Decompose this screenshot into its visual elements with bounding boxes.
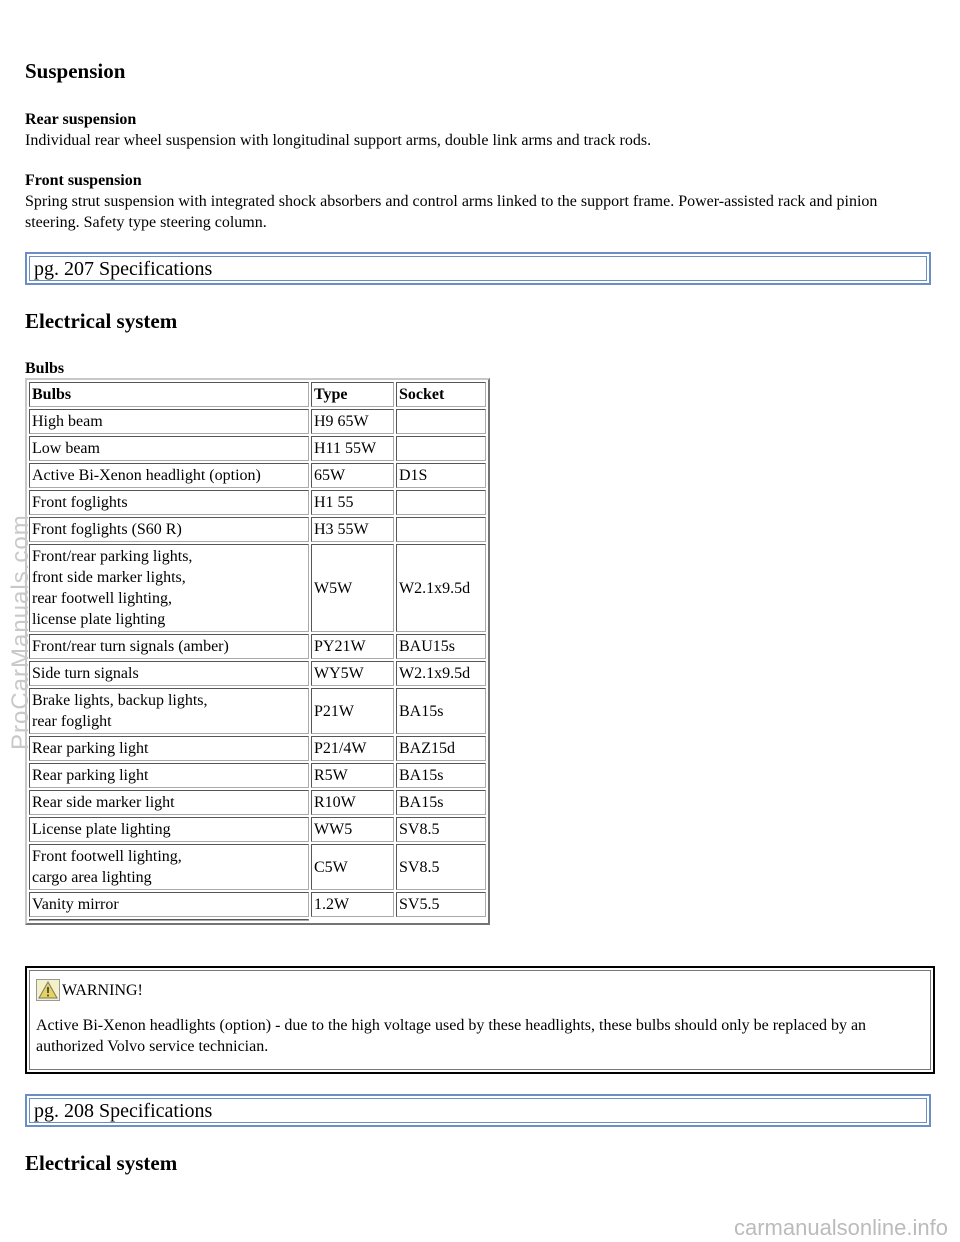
rear-suspension-section [25, 109, 925, 151]
bulb-name-cell: Rear parking light [29, 763, 309, 788]
bulbs-label: Bulbs [25, 360, 65, 377]
table-row [29, 817, 486, 842]
bulb-name-cell: Front/rear parking lights, front side marker lights, rear footwell lighting, license plate lighting [29, 544, 309, 632]
bulb-name-cell: Brake lights, backup lights, rear foglight [29, 688, 309, 734]
table-header-row [29, 382, 486, 407]
front-suspension-section [25, 170, 925, 233]
bulb-socket-cell: BA15s [396, 763, 486, 788]
bulb-type-cell: H9 65W [311, 409, 394, 434]
table-row [29, 544, 486, 632]
warning-title-row [36, 979, 924, 1001]
bulb-type-cell: R10W [311, 790, 394, 815]
bulb-socket-cell: SV8.5 [396, 844, 486, 890]
bulb-socket-cell [396, 409, 486, 434]
bulbs-table [25, 378, 490, 925]
header-bulbs: Bulbs [29, 382, 309, 407]
bulb-socket-cell: D1S [396, 463, 486, 488]
bulb-type-cell: 1.2W [311, 892, 394, 917]
bulb-socket-cell: SV5.5 [396, 892, 486, 917]
bulb-name-cell: Low beam [29, 436, 309, 461]
bulb-name-cell: Rear parking light [29, 736, 309, 761]
bulb-name-cell: Front footwell lighting, cargo area lighting [29, 844, 309, 890]
front-suspension-title: Front suspension [25, 172, 142, 189]
bulb-name-cell: Active Bi-Xenon headlight (option) [29, 463, 309, 488]
table-row [29, 892, 486, 917]
front-suspension-text: Spring strut suspension with integrated shock absorbers and control arms linked to the support frame. Power-assisted rack and pinion steering. Safety type steering column. [25, 193, 878, 231]
bulb-socket-cell: W2.1x9.5d [396, 544, 486, 632]
warning-text: Active Bi-Xenon headlights (option) - due to the high voltage used by these headlights, these bulbs should only be replaced by an authorized Volvo service technician. [36, 1017, 867, 1055]
bulb-type-cell: WY5W [311, 661, 394, 686]
table-row [29, 790, 486, 815]
bulb-name-cell: Front/rear turn signals (amber) [29, 634, 309, 659]
bulb-socket-cell: BA15s [396, 790, 486, 815]
bulb-socket-cell [396, 436, 486, 461]
bulb-socket-cell: BA15s [396, 688, 486, 734]
table-row [29, 517, 486, 542]
page-banner-207 [25, 252, 931, 285]
bulb-socket-cell: BAU15s [396, 634, 486, 659]
bulb-type-cell: H1 55 [311, 490, 394, 515]
table-row [29, 736, 486, 761]
bulb-socket-cell [396, 517, 486, 542]
rear-suspension-text: Individual rear wheel suspension with longitudinal support arms, double link arms and track rods. [25, 132, 652, 149]
bulb-type-cell: W5W [311, 544, 394, 632]
rear-suspension-title: Rear suspension [25, 111, 137, 128]
bulb-name-cell: High beam [29, 409, 309, 434]
bulb-socket-cell [396, 490, 486, 515]
table-row [29, 409, 486, 434]
bulb-name-cell: Front foglights (S60 R) [29, 517, 309, 542]
bulb-type-cell: H11 55W [311, 436, 394, 461]
footer-watermark: carmanualsonline.info [733, 1215, 948, 1240]
bulb-type-cell: H3 55W [311, 517, 394, 542]
suspension-heading: Suspension [25, 59, 126, 83]
bulb-name-cell: Side turn signals [29, 661, 309, 686]
warning-box [25, 966, 935, 1074]
page-banner-208-label: pg. 208 Specifications [29, 1098, 927, 1123]
bulb-socket-cell: BAZ15d [396, 736, 486, 761]
electrical-heading-2: Electrical system [25, 1151, 178, 1175]
bulb-type-cell: 65W [311, 463, 394, 488]
bulb-name-cell: License plate lighting [29, 817, 309, 842]
electrical-heading: Electrical system [25, 309, 178, 333]
bulb-name-cell: Rear side marker light [29, 790, 309, 815]
page-banner-208 [25, 1094, 931, 1127]
bulb-type-cell: P21/4W [311, 736, 394, 761]
bulb-type-cell: C5W [311, 844, 394, 890]
table-row [29, 688, 486, 734]
table-row [29, 763, 486, 788]
bulb-socket-cell: SV8.5 [396, 817, 486, 842]
table-row [29, 661, 486, 686]
table-row [29, 490, 486, 515]
bulb-type-cell: WW5 [311, 817, 394, 842]
warning-title: WARNING! [62, 982, 143, 999]
table-row [29, 844, 486, 890]
warning-triangle-icon [36, 979, 60, 1001]
table-row [29, 463, 486, 488]
header-type: Type [311, 382, 394, 407]
table-row [29, 436, 486, 461]
bulb-type-cell: P21W [311, 688, 394, 734]
bulb-type-cell: R5W [311, 763, 394, 788]
side-watermark: ProCarManuals.com [7, 514, 34, 750]
header-socket: Socket [396, 382, 486, 407]
table-empty-row [29, 919, 486, 921]
table-row [29, 634, 486, 659]
page-banner-207-label: pg. 207 Specifications [29, 256, 927, 281]
bulb-socket-cell: W2.1x9.5d [396, 661, 486, 686]
bulb-name-cell: Front foglights [29, 490, 309, 515]
bulb-type-cell: PY21W [311, 634, 394, 659]
bulb-name-cell: Vanity mirror [29, 892, 309, 917]
